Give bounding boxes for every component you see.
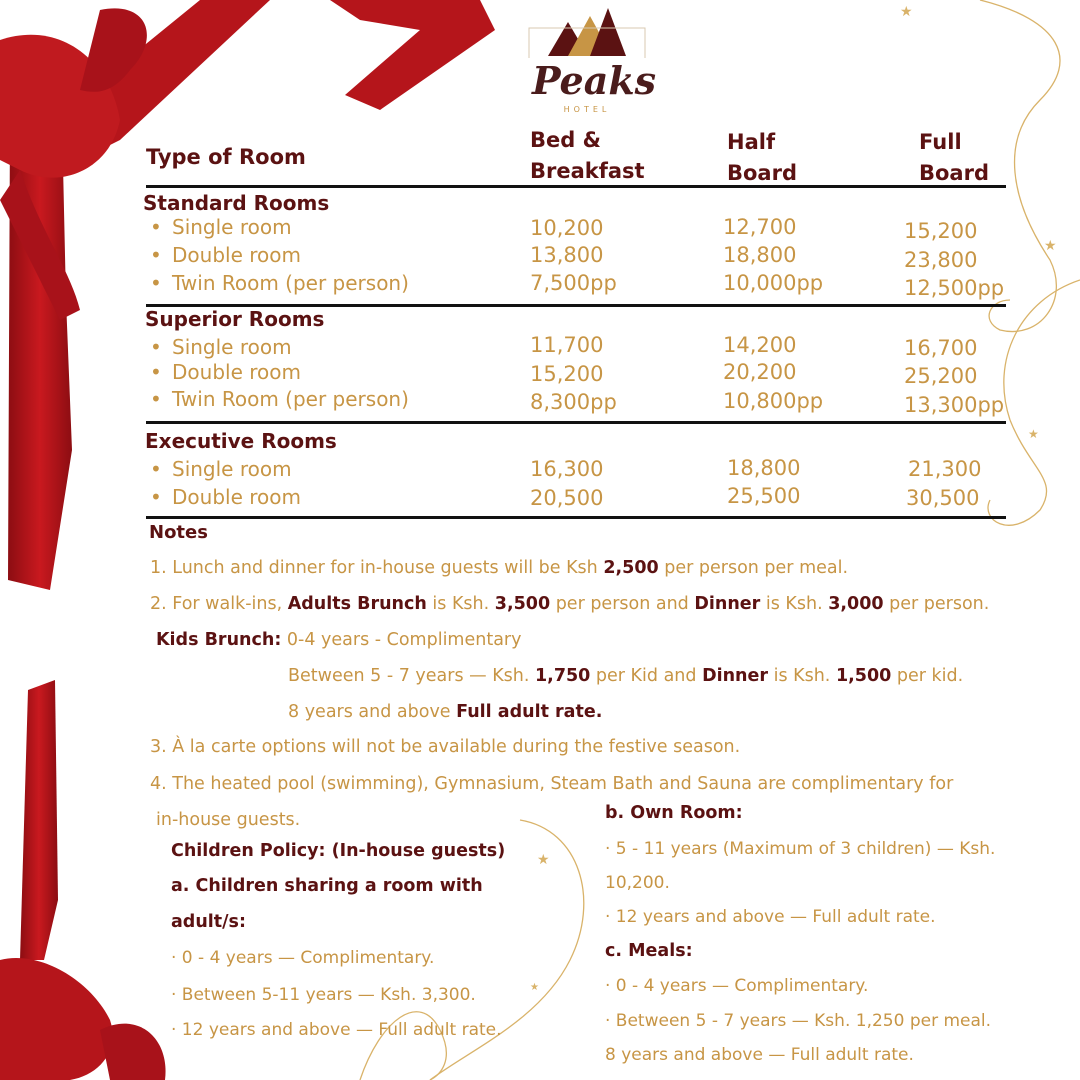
price-hb: 25,500 <box>727 484 801 508</box>
room-label: • Double room <box>150 360 301 384</box>
header-bed-breakfast: Bed & Breakfast <box>530 128 645 183</box>
logo-wordmark: Peaks <box>532 58 657 103</box>
price-bb: 7,500pp <box>530 271 617 295</box>
price-hb: 18,800 <box>723 243 797 267</box>
ribbon-lower-bow <box>0 958 113 1080</box>
table-divider <box>146 516 1006 519</box>
room-label: • Double room <box>150 243 301 267</box>
policy-c-3: 8 years and above — Full adult rate. <box>605 1045 914 1065</box>
price-fb: 25,200 <box>904 364 978 388</box>
policy-a-title: a. Children sharing a room with <box>171 876 483 896</box>
price-hb: 12,700 <box>723 215 797 239</box>
price-hb: 20,200 <box>723 360 797 384</box>
price-hb: 10,000pp <box>723 271 824 295</box>
policy-a-title-2: adult/s: <box>171 912 246 932</box>
header-room-type: Type of Room <box>146 145 306 169</box>
star-icon: ★ <box>1028 427 1039 441</box>
price-bb: 10,200 <box>530 216 604 240</box>
note-kids-brunch: Kids Brunch: 0-4 years - Complimentary <box>156 630 522 650</box>
section-title-superior: Superior Rooms <box>145 307 325 331</box>
price-bb: 16,300 <box>530 457 604 481</box>
header-half-board: Half Board <box>727 130 797 185</box>
policy-b-title: b. Own Room: <box>605 803 743 823</box>
star-icon: ★ <box>900 4 913 20</box>
mountain-icon <box>528 6 646 58</box>
note-3: 3. À la carte options will not be available during the festive season. <box>150 737 741 757</box>
price-bb: 13,800 <box>530 243 604 267</box>
note-4-cont: in-house guests. <box>156 810 301 830</box>
room-label: • Twin Room (per person) <box>150 387 409 411</box>
price-fb: 30,500 <box>906 486 980 510</box>
star-icon: ★ <box>1044 238 1057 254</box>
ribbon-top-tail <box>330 0 495 110</box>
price-fb: 23,800 <box>904 248 978 272</box>
price-bb: 8,300pp <box>530 390 617 414</box>
price-fb: 15,200 <box>904 219 978 243</box>
hotel-logo <box>528 6 657 116</box>
star-icon: ★ <box>537 852 550 868</box>
room-label: • Double room <box>150 485 301 509</box>
logo-subtitle: HOTEL <box>563 105 611 114</box>
policy-b-1-cont: 10,200. <box>605 873 670 893</box>
table-divider <box>146 185 1006 188</box>
price-hb: 10,800pp <box>723 389 824 413</box>
room-label: • Single room <box>150 215 292 239</box>
note-2: 2. For walk-ins, Adults Brunch is Ksh. 3,500 per person and Dinner is Ksh. 3,000 per person. <box>150 594 990 614</box>
policy-title: Children Policy: (In-house guests) <box>171 841 506 861</box>
table-divider <box>146 421 1006 424</box>
section-title-executive: Executive Rooms <box>145 429 337 453</box>
price-fb: 13,300pp <box>904 393 1005 417</box>
note-kids-2: Between 5 - 7 years — Ksh. 1,750 per Kid and Dinner is Ksh. 1,500 per kid. <box>288 666 964 686</box>
policy-c-1: · 0 - 4 years — Complimentary. <box>605 976 869 996</box>
price-hb: 18,800 <box>727 456 801 480</box>
note-4: 4. The heated pool (swimming), Gymnasium, Steam Bath and Sauna are complimentary for <box>150 774 954 794</box>
header-full-board: Full Board <box>919 130 989 185</box>
price-fb: 21,300 <box>908 457 982 481</box>
ribbon-lower-loop <box>100 1024 166 1080</box>
policy-a-3: · 12 years and above — Full adult rate. <box>171 1020 502 1040</box>
note-1: 1. Lunch and dinner for in-house guests will be Ksh 2,500 per person per meal. <box>150 558 849 578</box>
policy-b-1: · 5 - 11 years (Maximum of 3 children) — Ksh. <box>605 839 996 859</box>
room-label: • Single room <box>150 335 292 359</box>
note-kids-3: 8 years and above Full adult rate. <box>288 702 603 722</box>
room-label: • Single room <box>150 457 292 481</box>
price-fb: 16,700 <box>904 336 978 360</box>
price-hb: 14,200 <box>723 333 797 357</box>
price-fb: 12,500pp <box>904 276 1005 300</box>
star-icon: ★ <box>530 982 539 993</box>
price-bb: 11,700 <box>530 333 604 357</box>
price-bb: 15,200 <box>530 362 604 386</box>
policy-b-2: · 12 years and above — Full adult rate. <box>605 907 936 927</box>
notes-title: Notes <box>149 522 208 543</box>
room-label: • Twin Room (per person) <box>150 271 409 295</box>
price-bb: 20,500 <box>530 486 604 510</box>
policy-a-2: · Between 5-11 years — Ksh. 3,300. <box>171 985 476 1005</box>
ribbon-lower <box>20 680 58 960</box>
policy-a-1: · 0 - 4 years — Complimentary. <box>171 948 435 968</box>
policy-c-2: · Between 5 - 7 years — Ksh. 1,250 per meal. <box>605 1011 992 1031</box>
policy-c-title: c. Meals: <box>605 941 693 961</box>
section-title-standard: Standard Rooms <box>143 191 330 215</box>
